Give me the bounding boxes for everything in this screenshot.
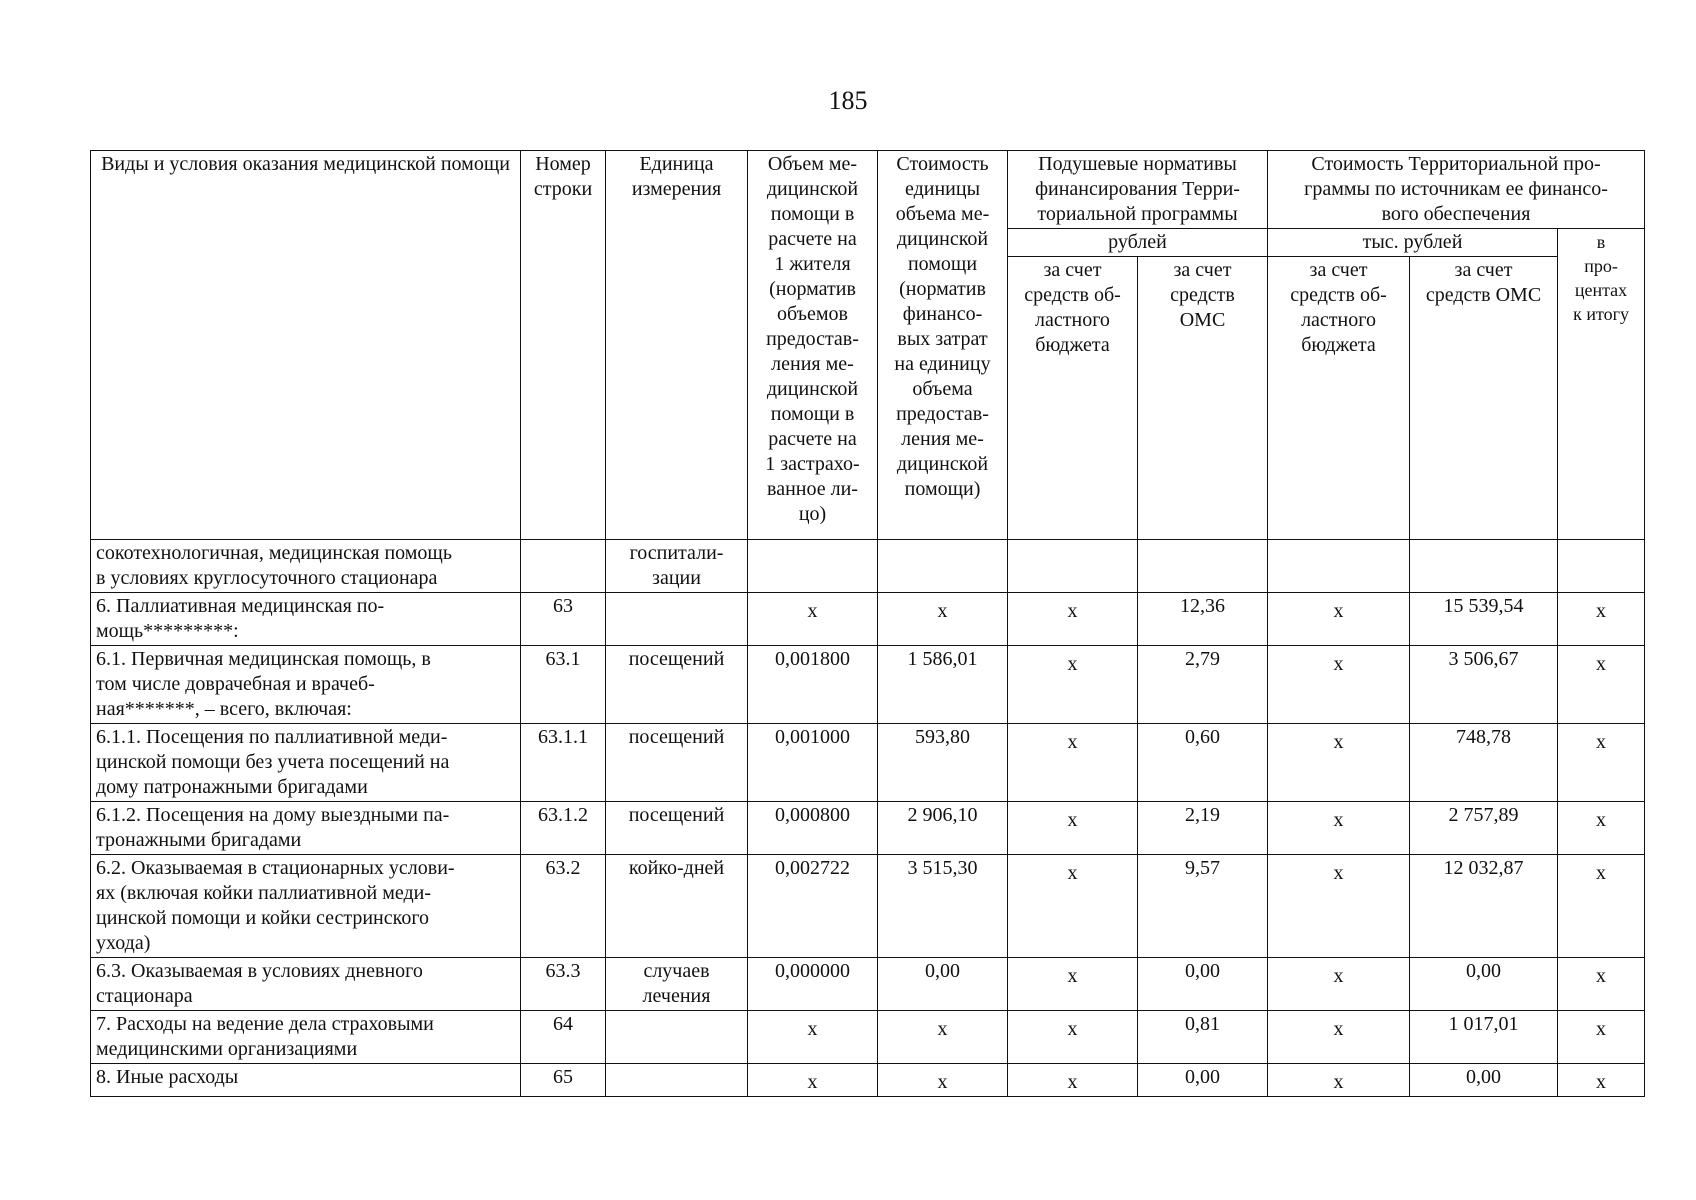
header-program-cost-group: Стоимость Территориальной про- граммы по источникам ее финансо- вого обеспечения — [1268, 151, 1645, 229]
cell-oms-total: 12 032,87 — [1410, 855, 1558, 958]
cell-unit: посещений — [606, 646, 748, 724]
cell-volume: 0,001800 — [748, 646, 878, 724]
cell-unit-cost: 0,00 — [878, 958, 1008, 1011]
cell-row-number: 63.3 — [521, 958, 606, 1011]
cell-unit — [606, 1011, 748, 1064]
table-row — [91, 802, 1645, 855]
table-row — [91, 540, 1645, 593]
cell-regional-total: x — [1268, 724, 1410, 802]
cell-row-number — [521, 540, 606, 593]
cell-volume: x — [748, 1064, 878, 1097]
cell-type: 6.1.1. Посещения по паллиативной меди- цинской помощи без учета посещений на дому патронажными бригадами — [91, 724, 521, 802]
cell-oms-norm: 0,81 — [1138, 1011, 1268, 1064]
cell-percent: x — [1558, 1011, 1645, 1064]
cell-type: сокотехнологичная, медицинская помощь в условиях круглосуточного стационара — [91, 540, 521, 593]
table-row — [91, 593, 1645, 646]
cell-oms-total: 1 017,01 — [1410, 1011, 1558, 1064]
cell-type: 6.3. Оказываемая в условиях дневного стационара — [91, 958, 521, 1011]
header-thousand-rubles: тыс. рублей — [1268, 229, 1558, 257]
cell-regional-total: x — [1268, 1064, 1410, 1097]
cell-oms-norm: 0,00 — [1138, 958, 1268, 1011]
cell-percent: x — [1558, 855, 1645, 958]
header-norms-group: Подушевые нормативы финансирования Терри- ториальной программы — [1008, 151, 1268, 229]
cell-row-number: 63.2 — [521, 855, 606, 958]
cell-oms-total: 2 757,89 — [1410, 802, 1558, 855]
table-row — [91, 1064, 1645, 1097]
cell-regional-total: x — [1268, 646, 1410, 724]
cell-regional-total — [1268, 540, 1410, 593]
cell-row-number: 65 — [521, 1064, 606, 1097]
header-oms-funds-2: за счет средств ОМС — [1410, 257, 1558, 540]
cell-row-number: 63.1 — [521, 646, 606, 724]
cell-oms-norm: 12,36 — [1138, 593, 1268, 646]
cell-oms-total: 0,00 — [1410, 958, 1558, 1011]
cell-oms-norm — [1138, 540, 1268, 593]
cell-regional-total: x — [1268, 855, 1410, 958]
cell-regional-total: x — [1268, 802, 1410, 855]
header-type-cell: Виды и условия оказания медицинской помощи — [91, 151, 521, 540]
cell-type: 6.1.2. Посещения на дому выездными па- тронажными бригадами — [91, 802, 521, 855]
cell-regional-total: x — [1268, 958, 1410, 1011]
cell-oms-total: 0,00 — [1410, 1064, 1558, 1097]
cell-unit-cost: 2 906,10 — [878, 802, 1008, 855]
cell-unit: посещений — [606, 724, 748, 802]
cell-row-number: 63.1.1 — [521, 724, 606, 802]
cell-regional-total: x — [1268, 1011, 1410, 1064]
header-percent: в про- центах к итогу — [1558, 229, 1645, 540]
cell-regional-norm: x — [1008, 1011, 1138, 1064]
cell-unit — [606, 593, 748, 646]
cell-volume: 0,000800 — [748, 802, 878, 855]
header-rubles: рублей — [1008, 229, 1268, 257]
cell-unit — [606, 1064, 748, 1097]
cell-oms-norm: 0,00 — [1138, 1064, 1268, 1097]
header-cost-cell: Стоимость единицы объема ме- дицинской помощи (норматив финансо- вых затрат на единицу объема предостав- ления ме- дицинской помощи) — [878, 151, 1008, 540]
cell-oms-norm: 9,57 — [1138, 855, 1268, 958]
cell-volume: x — [748, 1011, 878, 1064]
cell-unit-cost: 1 586,01 — [878, 646, 1008, 724]
header-regional-budget: за счет средств об- ластного бюджета — [1008, 257, 1138, 540]
cell-regional-norm: x — [1008, 958, 1138, 1011]
cell-oms-norm: 2,79 — [1138, 646, 1268, 724]
header-unit-cell: Единица измерения — [606, 151, 748, 540]
cell-regional-norm: x — [1008, 802, 1138, 855]
cell-unit-cost: 3 515,30 — [878, 855, 1008, 958]
header-row-number-cell: Номер строки — [521, 151, 606, 540]
cell-type: 8. Иные расходы — [91, 1064, 521, 1097]
header-oms-funds: за счет средств ОМС — [1138, 257, 1268, 540]
cell-unit: посещений — [606, 802, 748, 855]
cell-regional-norm: x — [1008, 855, 1138, 958]
cell-percent: x — [1558, 724, 1645, 802]
cell-regional-norm: x — [1008, 593, 1138, 646]
cell-unit-cost — [878, 540, 1008, 593]
cell-type: 7. Расходы на ведение дела страховыми медицинскими организациями — [91, 1011, 521, 1064]
cell-volume: 0,001000 — [748, 724, 878, 802]
cell-unit: койко-дней — [606, 855, 748, 958]
header-regional-budget-2: за счет средств об- ластного бюджета — [1268, 257, 1410, 540]
cell-unit-cost: x — [878, 593, 1008, 646]
cell-oms-total — [1410, 540, 1558, 593]
cell-oms-norm: 2,19 — [1138, 802, 1268, 855]
cell-oms-total: 15 539,54 — [1410, 593, 1558, 646]
cell-percent: x — [1558, 593, 1645, 646]
cell-unit-cost: x — [878, 1011, 1008, 1064]
cell-unit: случаев лечения — [606, 958, 748, 1011]
cell-regional-norm: x — [1008, 1064, 1138, 1097]
cell-percent: x — [1558, 646, 1645, 724]
cell-volume — [748, 540, 878, 593]
table-row — [91, 646, 1645, 724]
cell-type: 6. Паллиативная медицинская по- мощь*********: — [91, 593, 521, 646]
cell-row-number: 64 — [521, 1011, 606, 1064]
cell-type: 6.1. Первичная медицинская помощь, в том числе доврачебная и врачеб- ная*******, – всего, включая: — [91, 646, 521, 724]
cell-volume: 0,002722 — [748, 855, 878, 958]
page-number: 185 — [828, 86, 868, 115]
financing-table — [90, 150, 1645, 1097]
cell-oms-total: 748,78 — [1410, 724, 1558, 802]
cell-volume: x — [748, 593, 878, 646]
cell-regional-total: x — [1268, 593, 1410, 646]
table-body — [91, 151, 1645, 1097]
cell-regional-norm — [1008, 540, 1138, 593]
table-row — [91, 1011, 1645, 1064]
table-row — [91, 724, 1645, 802]
header-volume-cell: Объем ме- дицинской помощи в расчете на 1 жителя (норматив объемов предостав- ления ме- дицинской помощи в расчете на 1 застрахо- ванное ли- цо) — [748, 151, 878, 540]
cell-regional-norm: x — [1008, 724, 1138, 802]
table-row — [91, 958, 1645, 1011]
cell-percent: x — [1558, 802, 1645, 855]
cell-row-number: 63 — [521, 593, 606, 646]
cell-regional-norm: x — [1008, 646, 1138, 724]
cell-percent: x — [1558, 1064, 1645, 1097]
cell-oms-total: 3 506,67 — [1410, 646, 1558, 724]
header-row-1 — [91, 151, 1645, 202]
cell-oms-norm: 0,60 — [1138, 724, 1268, 802]
cell-type: 6.2. Оказываемая в стационарных услови- ях (включая койки паллиативной меди- цинской помощи и койки сестринского ухода) — [91, 855, 521, 958]
cell-unit-cost: x — [878, 1064, 1008, 1097]
cell-unit-cost: 593,80 — [878, 724, 1008, 802]
cell-percent: x — [1558, 958, 1645, 1011]
cell-volume: 0,000000 — [748, 958, 878, 1011]
cell-percent — [1558, 540, 1645, 593]
cell-row-number: 63.1.2 — [521, 802, 606, 855]
cell-unit: госпитали- зации — [606, 540, 748, 593]
table-row — [91, 855, 1645, 958]
